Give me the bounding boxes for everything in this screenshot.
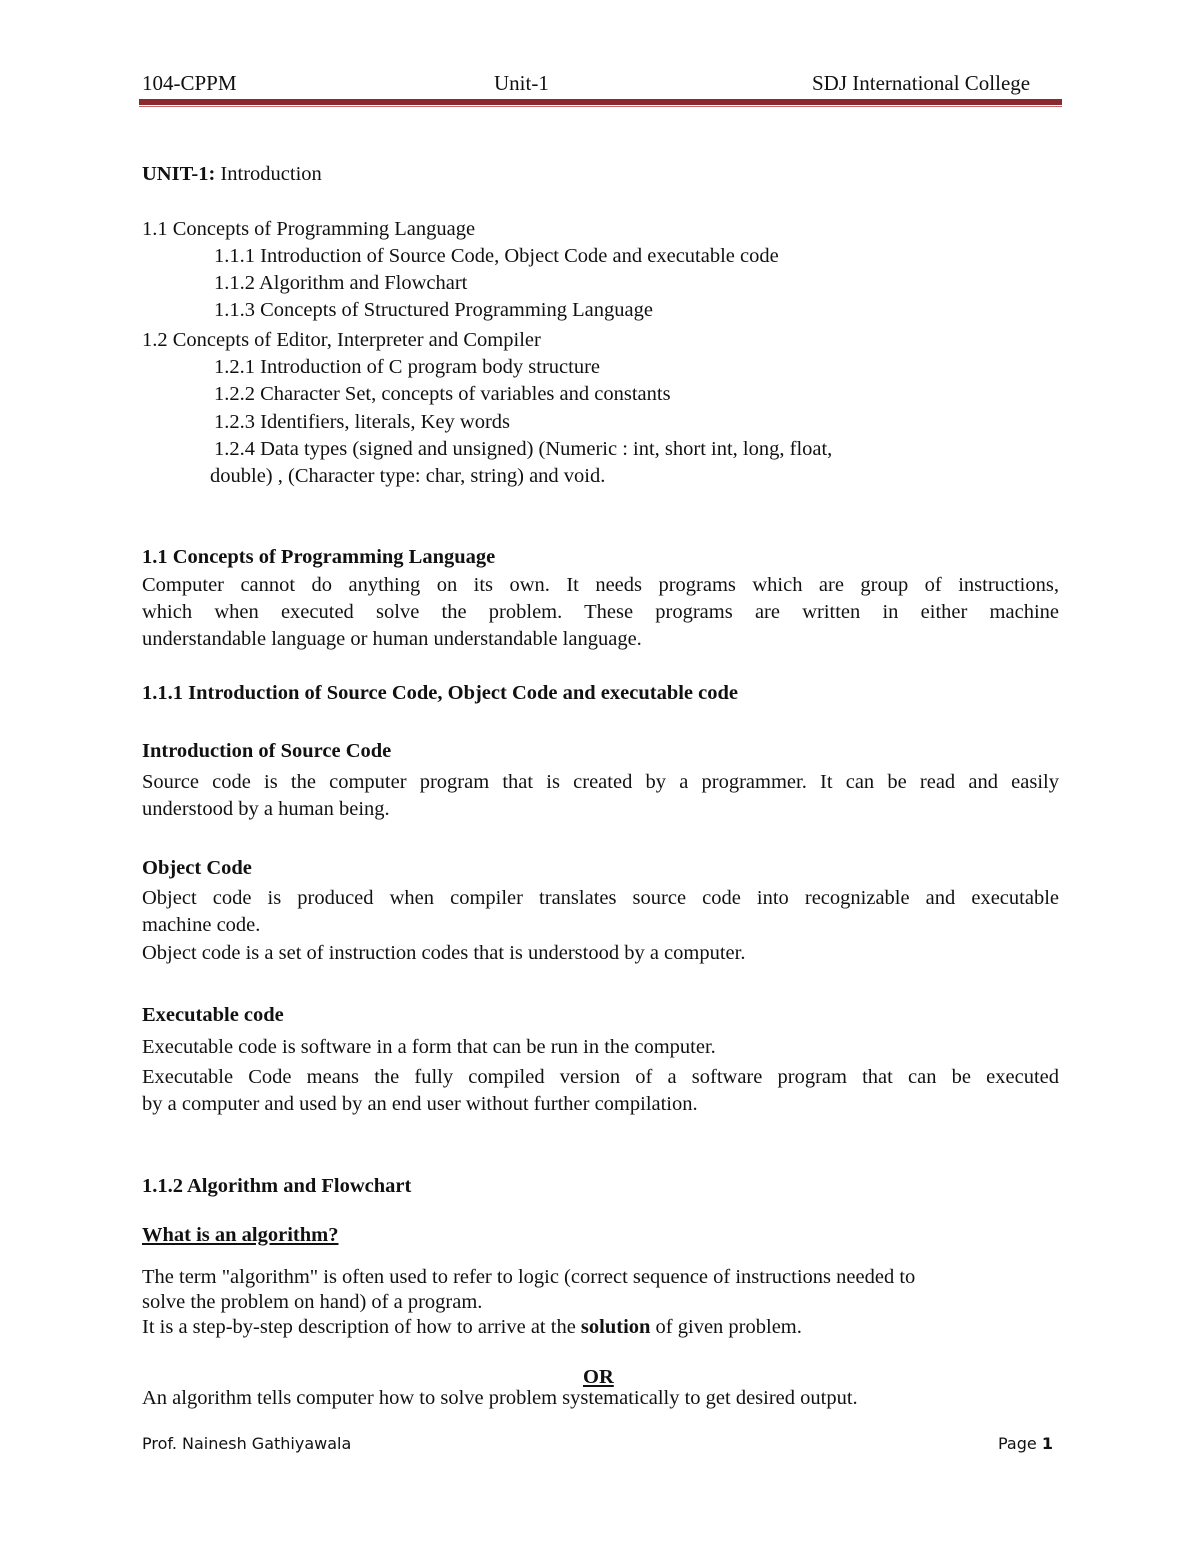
section-1-1-2-heading: 1.1.2 Algorithm and Flowchart	[142, 1175, 412, 1197]
toc-item-1-1: 1.1 Concepts of Programming Language	[142, 218, 476, 240]
unit-title-label: UNIT-1:	[142, 163, 216, 185]
section-1-1-line1: Computer cannot do anything on its own. It needs programs which are group of instructions,	[142, 574, 1059, 596]
executable-code-line1: Executable code is software in a form that can be run in the computer.	[142, 1036, 716, 1058]
executable-code-line2: Executable Code means the fully compiled version of a software program that can be executed	[142, 1066, 1059, 1088]
section-1-1-line2: which when executed solve the problem. These programs are written in either machine	[142, 601, 1059, 623]
toc-item-1-1-3: 1.1.3 Concepts of Structured Programming Language	[214, 299, 653, 321]
section-1-1-heading: 1.1 Concepts of Programming Language	[142, 546, 496, 568]
executable-code-line3: by a computer and used by an end user without further compilation.	[142, 1093, 698, 1115]
toc-item-1-1-2: 1.1.2 Algorithm and Flowchart	[214, 272, 468, 294]
algorithm-line3-end: of given problem.	[650, 1316, 802, 1338]
toc-item-1-2-4-line2: double) , (Character type: char, string) and void.	[210, 465, 606, 487]
object-code-line3: Object code is a set of instruction codes that is understood by a computer.	[142, 942, 746, 964]
toc-item-1-2: 1.2 Concepts of Editor, Interpreter and Compiler	[142, 329, 541, 351]
header-course-code: 104-CPPM	[142, 71, 237, 95]
executable-code-heading: Executable code	[142, 1004, 284, 1026]
header-rule-thin	[139, 106, 1062, 107]
toc-item-1-2-2: 1.2.2 Character Set, concepts of variables and constants	[214, 383, 671, 405]
section-1-1-1-heading: 1.1.1 Introduction of Source Code, Object Code and executable code	[142, 682, 738, 704]
header-rule	[139, 99, 1062, 105]
algorithm-line3-start: It is a step-by-step description of how to arrive at the	[142, 1316, 581, 1338]
object-code-line2: machine code.	[142, 914, 261, 936]
toc-item-1-2-3: 1.2.3 Identifiers, literals, Key words	[214, 411, 511, 433]
toc-item-1-1-1: 1.1.1 Introduction of Source Code, Object Code and executable code	[214, 245, 779, 267]
source-code-line2: understood by a human being.	[142, 798, 390, 820]
toc-item-1-2-4-line1: 1.2.4 Data types (signed and unsigned) (Numeric : int, short int, long, float,	[214, 438, 833, 460]
source-code-heading: Introduction of Source Code	[142, 740, 392, 762]
algorithm-line3-bold: solution	[580, 1316, 651, 1338]
object-code-heading: Object Code	[142, 857, 252, 879]
source-code-line1: Source code is the computer program that is created by a programmer. It can be read and easily	[142, 771, 1059, 793]
unit-title	[142, 163, 322, 186]
algorithm-line3	[142, 1316, 802, 1339]
unit-title-text: Introduction	[215, 163, 322, 185]
algorithm-question: What is an algorithm?	[142, 1224, 339, 1246]
or-separator: OR	[583, 1366, 614, 1388]
algorithm-line4: An algorithm tells computer how to solve problem systematically to get desired output.	[142, 1387, 858, 1409]
header-unit: Unit-1	[494, 71, 549, 95]
footer-page-label: Page	[998, 1434, 1042, 1453]
object-code-line1: Object code is produced when compiler translates source code into recognizable and executable	[142, 887, 1059, 909]
footer-page-number: 1	[1041, 1434, 1053, 1453]
header-college: SDJ International College	[812, 71, 1031, 95]
algorithm-line1: The term "algorithm" is often used to refer to logic (correct sequence of instructions needed to	[142, 1266, 916, 1288]
toc-item-1-2-1: 1.2.1 Introduction of C program body structure	[214, 356, 601, 378]
footer-page	[998, 1434, 1053, 1453]
section-1-1-line3: understandable language or human understandable language.	[142, 628, 642, 650]
footer-author: Prof. Nainesh Gathiyawala	[142, 1434, 352, 1453]
algorithm-line2: solve the problem on hand) of a program.	[142, 1291, 483, 1313]
